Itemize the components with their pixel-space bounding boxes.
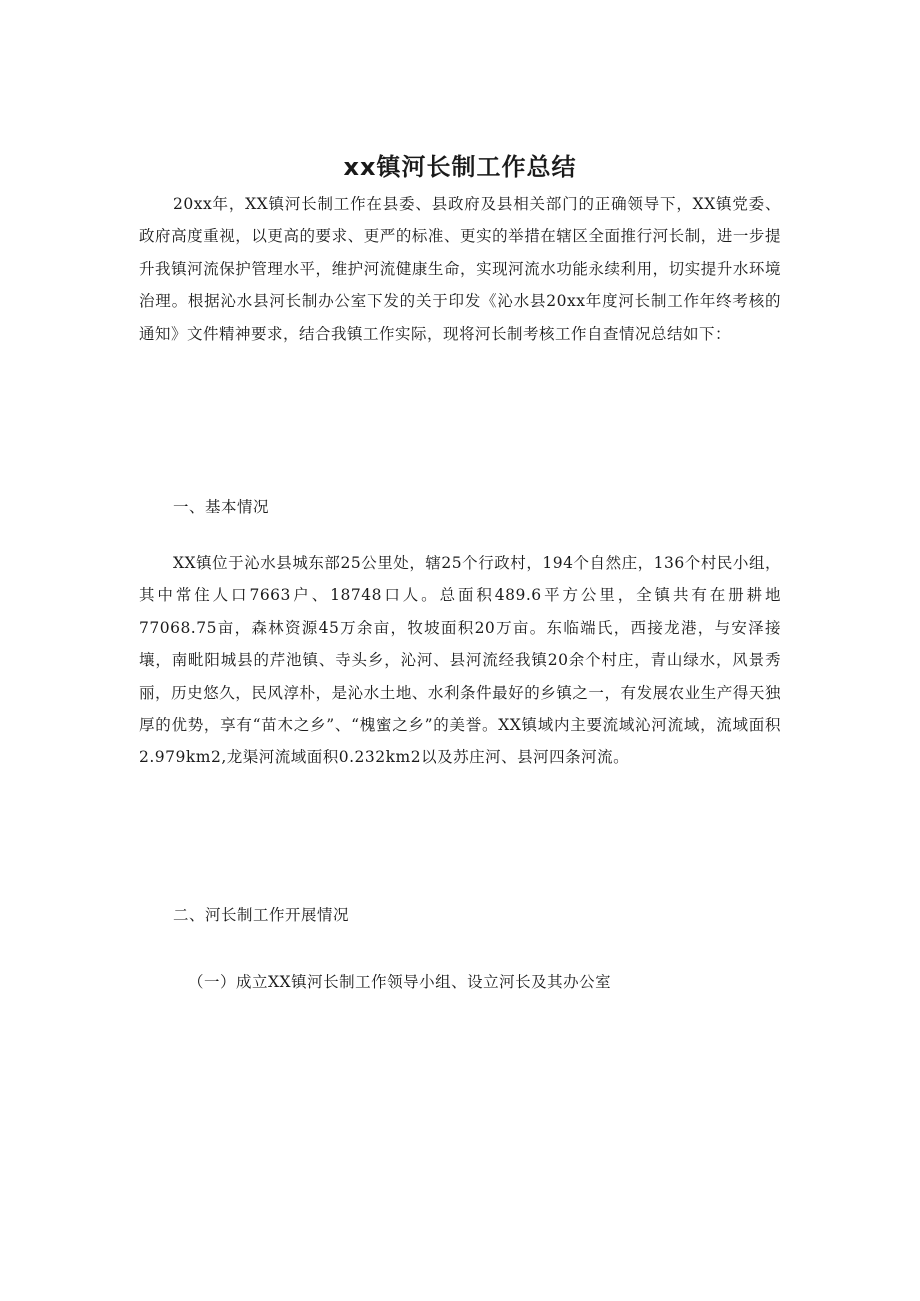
document-title: xx镇河长制工作总结 (343, 153, 577, 182)
section-heading-work-progress: 二、河长制工作开展情况 (173, 906, 350, 924)
intro-paragraph: 20xx年，XX镇河长制工作在县委、县政府及县相关部门的正确领导下，XX镇党委、政府高度重视，以更高的要求、更严的标准、更实的举措在辖区全面推行河长制，进一步提升我镇河流保护管理水平，维护河流健康生命，实现河流水功能永续利用，切实提升水环境治理。根据沁水县河长制办公室下发的关于印发《沁水县20xx年度河长制工作年终考核的通知》文件精神要求，结合我镇工作实际，现将河长制考核工作自查情况总结如下： (139, 195, 781, 343)
section-heading-basic-situation: 一、基本情况 (173, 498, 270, 516)
basic-situation-paragraph: XX镇位于沁水县城东部25公里处，辖25个行政村，194个自然庄，136个村民小组，其中常住人口7663户、18748口人。总面积489.6平方公里，全镇共有在册耕地77068.75亩，森林资源45万余亩，牧坡面积20万亩。东临端氏，西接龙港，与安泽接壤，南毗阳城县的芹池镇、寺头乡，沁河、县河流经我镇20余个村庄，青山绿水，风景秀丽，历史悠久，民风淳朴，是沁水土地、水利条件最好的乡镇之一，有发展农业生产得天独厚的优势，享有“苗木之乡”、“槐蜜之乡”的美誉。XX镇域内主要流域沁河流域，流域面积2.979km2,龙渠河流域面积0.232km2以及苏庄河、县河四条河流。 (139, 554, 781, 767)
subsection-heading-leadership-group: （一）成立XX镇河长制工作领导小组、设立河长及其办公室 (188, 973, 612, 991)
